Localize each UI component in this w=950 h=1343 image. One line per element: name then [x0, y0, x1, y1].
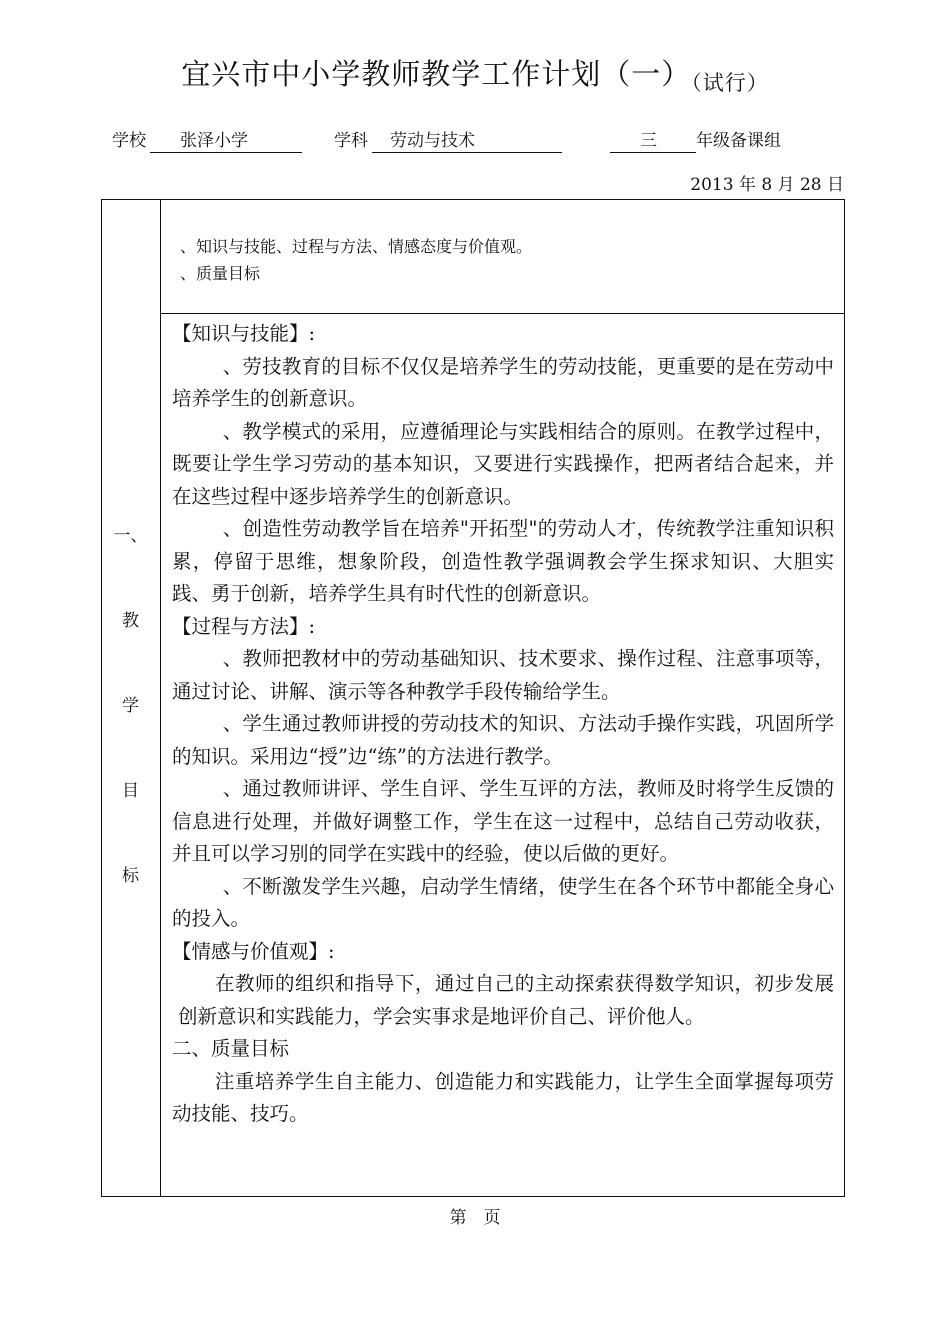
page-footer: 第 页 [449, 1208, 501, 1228]
grade-label: 年级备课组 [696, 131, 781, 151]
section-label-number: 一、 [113, 526, 148, 546]
title-sub: （试行） [691, 71, 769, 95]
page-title [0, 52, 950, 93]
grade-value: 三 [610, 126, 696, 153]
heading-process: 【过程与方法】: [172, 614, 316, 638]
paragraph: 、创造性劳动教学旨在培养"开拓型"的劳动人才，传统教学注重知识积累，停留于思维，想象阶段，创造性教学强调教会学生探求知识、大胆实践、勇于创新，培养学生具有时代性的创新意识。 [172, 517, 834, 605]
title-main: 宜兴市中小学教师教学工作计划（一） [181, 57, 692, 91]
paragraph: 、教师把教材中的劳动基础知识、技术要求、操作过程、注意事项等，通过讨论、讲解、演示等各种教学手段传输给学生。 [172, 647, 834, 703]
school-value: 张泽小学 [150, 126, 302, 153]
subject-label: 学科 [334, 131, 368, 151]
heading-quality: 二、质量目标 [172, 1037, 290, 1060]
goal-summary-line: 、质量目标 [180, 264, 261, 283]
section-label-char: 教 [122, 611, 139, 631]
heading-emotion: 【情感与价值观】: [172, 939, 335, 963]
subject-value: 劳动与技术 [372, 126, 562, 153]
paragraph: 注重培养学生自主能力、创造能力和实践能力，让学生全面掌握每项劳动技能、技巧。 [172, 1069, 834, 1125]
paragraph: 、通过教师讲评、学生自评、学生互评的方法，教师及时将学生反馈的信息进行处理，并做好调整工作，学生在这一过程中，总结自己劳动收获，并且可以学习别的同学在实践中的经验，使以后做的更好。 [172, 777, 834, 865]
paragraph: 在教师的组织和指导下，通过自己的主动探索获得数学知识，初步发展创新意识和实践能力，学会实事求是地评价自己、评价他人。 [178, 972, 834, 1028]
goal-summary-cell [180, 233, 532, 287]
paragraph: 、学生通过教师讲授的劳动技术的知识、方法动手操作实践，巩固所学的知识。采用边“授”边“练”的方法进行教学。 [172, 712, 834, 768]
column-divider [160, 199, 161, 1197]
goal-summary-line: 、知识与技能、过程与方法、情感态度与价值观。 [180, 237, 533, 256]
goal-content-cell [172, 318, 834, 1131]
section-label-char: 目 [122, 781, 139, 801]
section-label-char: 学 [122, 696, 139, 716]
section-label-char: 标 [122, 866, 139, 886]
row-divider [160, 313, 845, 314]
date: 2013 年 8 月 28 日 [690, 175, 844, 195]
paragraph: 、教学模式的采用，应遵循理论与实践相结合的原则。在教学过程中，既要让学生学习劳动的基本知识，又要进行实践操作，把两者结合起来，并在这些过程中逐步培养学生的创新意识。 [172, 419, 834, 508]
school-label: 学校 [112, 131, 146, 151]
paragraph: 、劳技教育的目标不仅仅是培养学生的劳动技能，更重要的是在劳动中培养学生的创新意识。 [172, 354, 834, 410]
paragraph: 、不断激发学生兴趣，启动学生情绪，使学生在各个环节中都能全身心的投入。 [172, 874, 834, 930]
heading-knowledge: 【知识与技能】: [172, 322, 316, 345]
